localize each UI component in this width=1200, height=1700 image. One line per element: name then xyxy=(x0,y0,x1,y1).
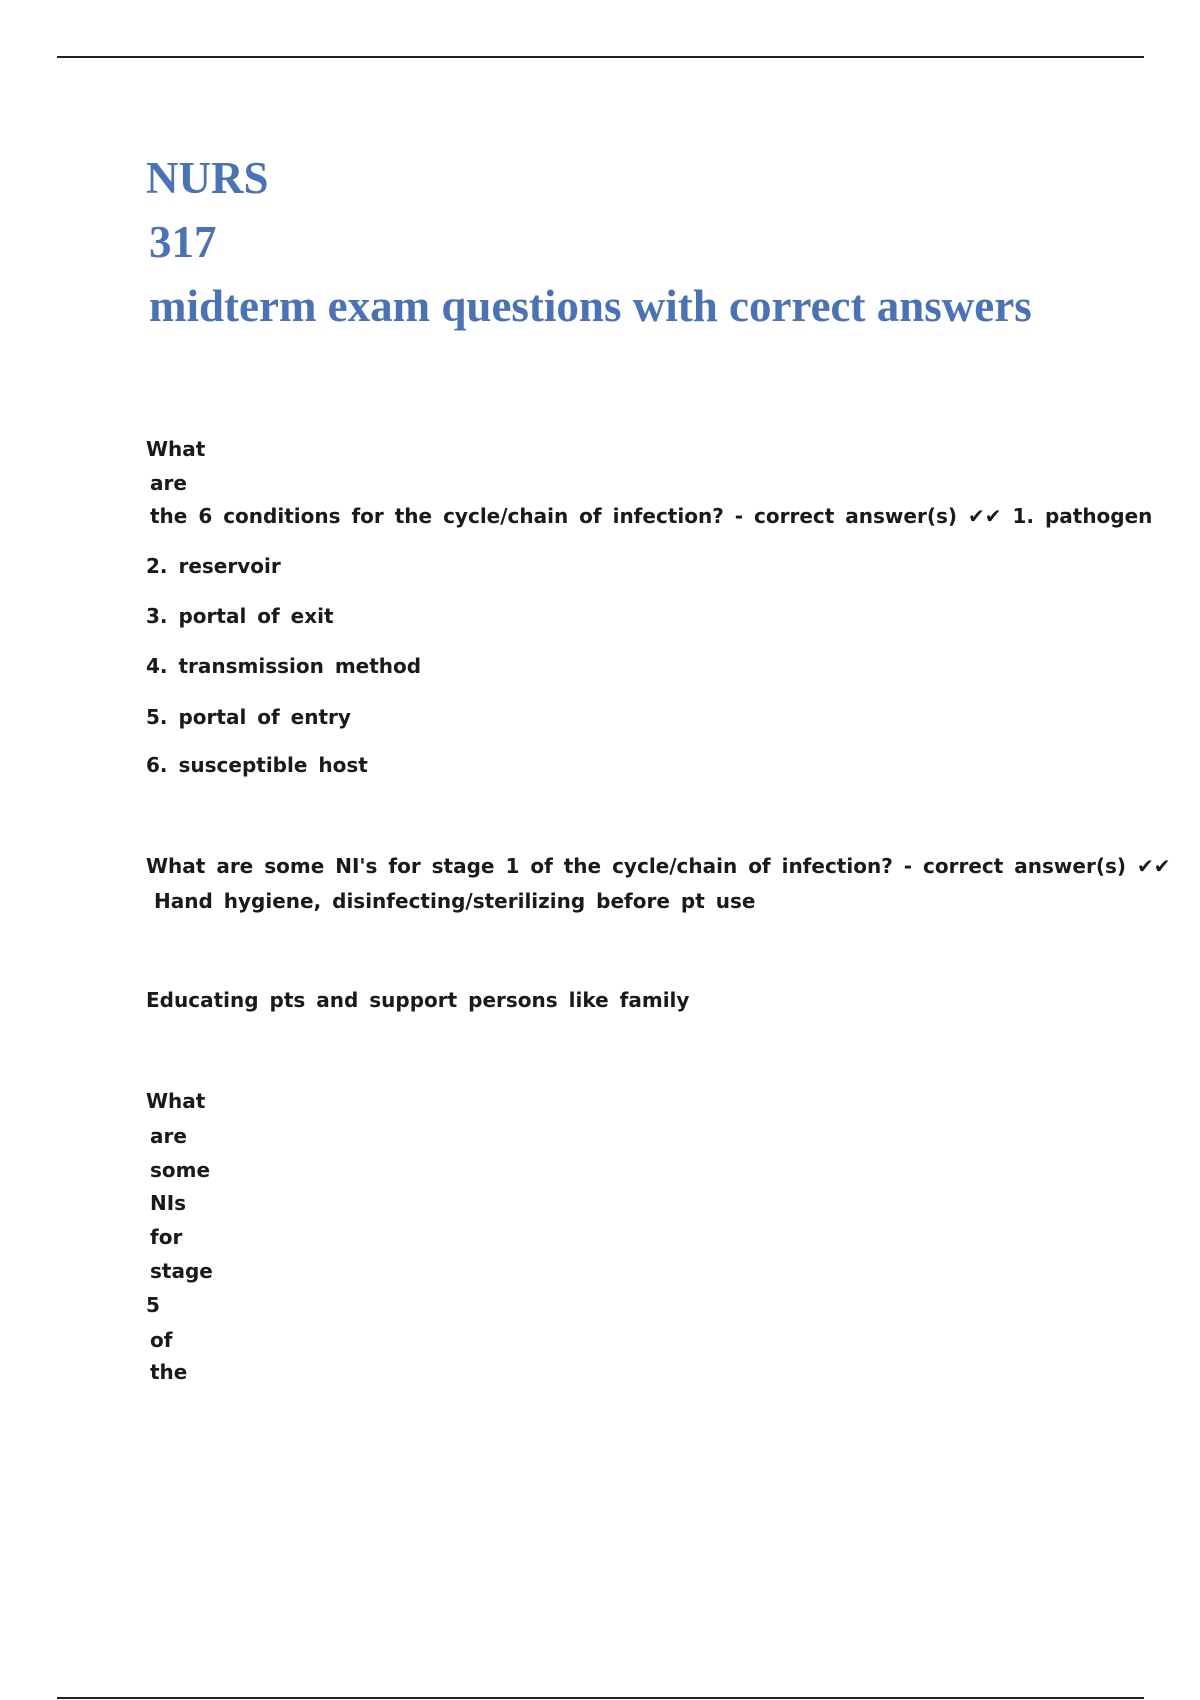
bottom-rule xyxy=(57,1697,1144,1699)
q1-answer-item: 2. reservoir xyxy=(146,554,281,578)
q1-question-line: the 6 conditions for the cycle/chain of infection? - correct answer(s) ✔✔ 1. pathogen xyxy=(150,504,1153,528)
top-rule xyxy=(57,56,1144,58)
q1-answer-item: 6. susceptible host xyxy=(146,753,368,777)
q3-word: the xyxy=(150,1360,188,1384)
q2-question-line: What are some NI's for stage 1 of the cycle/chain of infection? - correct answer(s) ✔✔ xyxy=(146,854,1171,878)
q3-word: What xyxy=(146,1089,206,1113)
q1-answer-item: 4. transmission method xyxy=(146,654,422,678)
q1-word: What xyxy=(146,437,206,461)
title-line-3: midterm exam questions with correct answers xyxy=(149,281,1032,331)
document-title xyxy=(146,146,1032,338)
q3-word: of xyxy=(150,1328,173,1352)
q1-word: are xyxy=(150,471,187,495)
q2-extra-answer: Educating pts and support persons like family xyxy=(146,988,690,1012)
title-line-1: NURS xyxy=(146,153,269,203)
q3-word: some xyxy=(150,1158,211,1182)
q2-answer-line: Hand hygiene, disinfecting/sterilizing before pt use xyxy=(154,889,756,913)
q3-word: stage xyxy=(150,1259,213,1283)
q3-word: NIs xyxy=(150,1191,187,1215)
q3-word: for xyxy=(150,1225,183,1249)
q3-word: 5 xyxy=(146,1293,160,1317)
title-line-2: 317 xyxy=(149,217,217,267)
q1-answer-item: 5. portal of entry xyxy=(146,705,351,729)
q3-word: are xyxy=(150,1124,187,1148)
q1-answer-item: 3. portal of exit xyxy=(146,604,334,628)
